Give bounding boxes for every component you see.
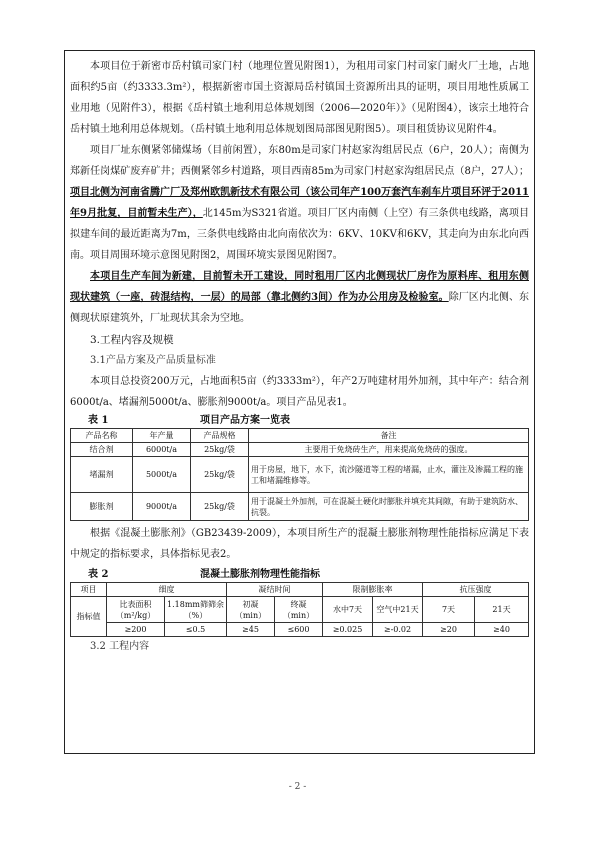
expansion-agent-table: [70, 582, 529, 637]
table-cell: 堵漏剂: [71, 457, 133, 493]
paragraph-investment: 本项目总投资200万元，占地面积5亩（约3333m²），年产2万吨建材用外加剂，其中年产：结合剂6000t/a、堵漏剂5000t/a、膨胀剂9000t/a。项目产品见表1。: [70, 376, 529, 408]
table-row: [71, 623, 529, 637]
table-cell: 25kg/袋: [191, 443, 249, 457]
table-cell: ≤600: [275, 623, 323, 637]
table-cell: ≥40: [475, 623, 529, 637]
table-cell: ≥45: [227, 623, 275, 637]
table-cell: ≥0.025: [323, 623, 373, 637]
table-header-cell: 产品规格: [191, 429, 249, 443]
table-cell: 主要用于免烧砖生产，用来提高免烧砖的强度。: [249, 443, 529, 457]
table-cell: 9000t/a: [133, 493, 191, 521]
table-header-row: [71, 429, 529, 443]
table-cell: ≥-0.02: [373, 623, 423, 637]
table-cell: 25kg/袋: [191, 457, 249, 493]
table-cell: 用于房屋，地下，水下，流沙隧道等工程的堵漏，止水，灌注及渗漏工程的施工和堵漏维修等。: [249, 457, 529, 493]
table-subheader-cell: 7天: [423, 597, 475, 623]
table-cell: 用于混凝土外加剂，可在混凝土硬化时膨胀并填充其间隙，有助于建筑防水、抗裂。: [249, 493, 529, 521]
status-text-b: 除厂区内北侧、东侧现状原建筑外，厂址现状其余为空地。: [70, 292, 530, 324]
table2-number: 表 2: [88, 569, 109, 580]
page-number: - 2 -: [288, 782, 307, 792]
table-header-cell: 细度: [107, 583, 227, 597]
table-subheader-cell: 终凝（min）: [275, 597, 323, 623]
table-subheader-cell: 空气中21天: [373, 597, 423, 623]
table-row: [71, 443, 529, 457]
subsection-heading-3-2: 3.2 工程内容: [90, 641, 150, 652]
table-subheader-cell: 初凝（min）: [227, 597, 275, 623]
table-subheader-cell: 比表面积（m²/kg）: [107, 597, 165, 623]
table-cell: ≤0.5: [165, 623, 227, 637]
table-cell: ≥20: [423, 623, 475, 637]
table-subheader-cell: 水中7天: [323, 597, 373, 623]
table-header-cell: 限制膨胀率: [323, 583, 423, 597]
surroundings-text-c: 北145m为S321省道。项目厂区内南侧（上空）有三条供电线路，离项目拟建车间的最近距离为7m，三条供电线路由北向南依次为：6KV、10KV和6KV，其走向为由东北向西南。项目周围环境示意图见附图2，周围环境实景图见附图7。: [70, 208, 529, 261]
table-header-cell: 年产量: [133, 429, 191, 443]
table2-caption: [70, 567, 529, 582]
table-cell: ≥200: [107, 623, 165, 637]
paragraph-standard: 根据《混凝土膨胀剂》（GB23439-2009），本项目所生产的混凝土膨胀剂物理性能指标应满足下表中规定的指标要求，具体指标见表2。: [70, 528, 529, 560]
table-row: [71, 493, 529, 521]
product-table: [70, 428, 529, 521]
table1-title: 项目产品方案一览表: [200, 415, 290, 426]
table-cell: 5000t/a: [133, 457, 191, 493]
paragraph-location: 本项目位于新密市岳村镇司家门村（地理位置见附图1），为租用司家门村司家门耐火厂土地，占地面积约5亩（约3333.3m²），根据新密市国土资源局岳村镇国土资源所出具的证明，项目用地性质属工业用地（见附件3），根据《岳村镇土地利用总体规划图（2006—2020年）》（见附图4），该宗土地符合岳村镇土地利用总体规划。（岳村镇土地利用总体规划图局部图见附图5）。项目租赁协议见附件4。: [70, 61, 529, 135]
table-header-row: [71, 583, 529, 597]
paragraph-status: [70, 266, 529, 329]
table-header-cell: 凝结时间: [227, 583, 323, 597]
table1-caption: [70, 413, 529, 428]
paragraph-surroundings: [70, 140, 529, 266]
surroundings-text-emphasis: 项目北侧为河南省腾广厂及郑州欧凯新技术有限公司（该公司年产100万套汽车刹车片项目环评于2011年9月批复，目前暂未生产），: [70, 187, 529, 219]
table-header-cell: 产品名称: [71, 429, 133, 443]
status-text-emphasis: 本项目生产车间为新建，目前暂未开工建设，同时租用厂区内北侧现状厂房作为原料库、租用东侧现状建筑（一座，砖混结构，一层）的局部（靠北侧约3间）作为办公用房及检验室。: [70, 271, 529, 303]
table1-number: 表 1: [88, 415, 109, 426]
table-cell: 6000t/a: [133, 443, 191, 457]
table-row: [71, 457, 529, 493]
table2-title: 混凝土膨胀剂物理性能指标: [200, 569, 320, 580]
table-row-label: 指标值: [71, 597, 107, 637]
section-heading-3: 3.工程内容及规模: [90, 334, 174, 346]
table-subheader-cell: 1.18mm筛筛余（%）: [165, 597, 227, 623]
table-cell: 25kg/袋: [191, 493, 249, 521]
surroundings-text-a: 项目厂址东侧紧邻储煤场（目前闲置），东80m是司家门村赵家沟组居民点（6户，20人）；南侧为郑新任岗煤矿废弃矿井；西侧紧邻乡村道路，项目西南85m为司家门村赵家沟组居民点（8户，27人）；: [70, 145, 529, 177]
subsection-heading-3-1: 3.1产品方案及产品质量标准: [90, 355, 216, 366]
table-row: [71, 597, 529, 623]
table-cell: 膨胀剂: [71, 493, 133, 521]
table-header-cell: 项目: [71, 583, 107, 597]
document-body: [70, 56, 529, 657]
table-header-cell: 抗压强度: [423, 583, 529, 597]
table-cell: 结合剂: [71, 443, 133, 457]
table-header-cell: 备注: [249, 429, 529, 443]
table-subheader-cell: 21天: [475, 597, 529, 623]
